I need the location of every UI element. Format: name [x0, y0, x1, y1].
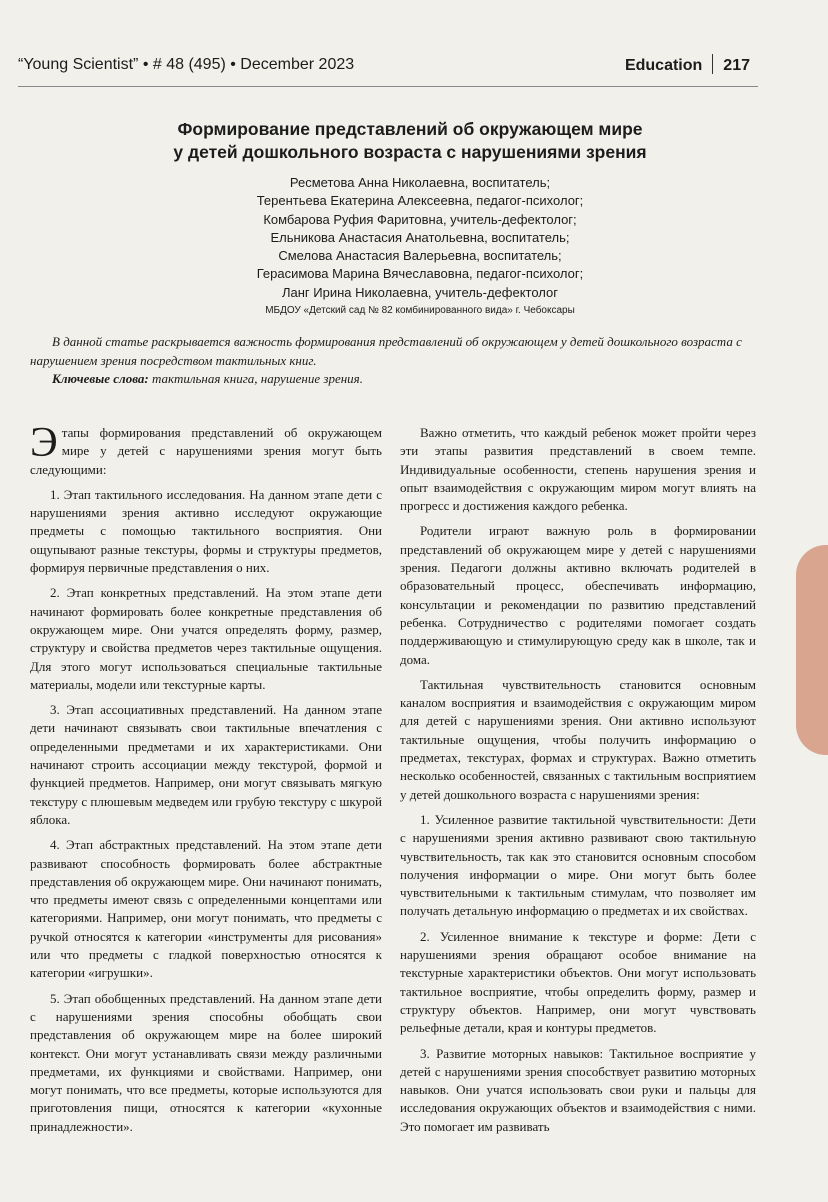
author-line: Ельникова Анастасия Анатольевна, воспитатель;: [270, 229, 570, 245]
paragraph: 4. Этап абстрактных представлений. На этом этапе дети развивают способность формировать более абстрактные представления об окружающем мире. Они начинают понимать, что предметы имеют связь с определенными концептами или категориями. Например, они могут понимать, что предметы с ручкой относятся к категории «инструменты для рисования» или что предметы с гладкой поверхностью относятся к категории «игрушки».: [30, 837, 382, 981]
author-line: Ланг Ирина Николаевна, учитель-дефектолог: [281, 284, 559, 300]
paragraph: Родители играют важную роль в формировании представлений об окружающем мире у детей с нарушениями зрения. Педагоги должны активно включать родителей в образовательный процесс, обеспечивать информацию, консультации и рекомендации по развитию представлений ребенка. Сотрудничество с родителями помогает создать поддерживающую и стимулирующую среду как в школе, так и дома.: [400, 523, 756, 667]
keywords-label: Ключевые слова:: [52, 371, 149, 386]
paragraph: [30, 420, 382, 479]
paragraph: Важно отметить, что каждый ребенок может пройти через эти этапы развития представлений в своем темпе. Индивидуальные особенности, степень нарушения зрения и опыт взаимодействия с окружающим миром могут влиять на прогресс и достижения каждого ребенка.: [400, 425, 756, 514]
organization: МБДОУ «Детский сад № 82 комбинированного вида» г. Чебоксары: [265, 305, 575, 317]
author-line: Комбарова Руфия Фаритовна, учитель-дефектолог;: [263, 211, 577, 227]
left-column: [30, 420, 382, 1143]
title-line-2: у детей дошкольного возраста с нарушениями зрения: [173, 142, 647, 162]
author-line: Ресметова Анна Николаевна, воспитатель;: [289, 175, 551, 190]
thumb-photo-edge: [796, 545, 828, 755]
paragraph: 1. Усиленное развитие тактильной чувствительности: Дети с нарушениями зрения активно развивают свою тактильную чувствительность, так как это становится основным способом получения информации о мире. Они могут быть более чувствительными к тактильным стимулам, что позволяет им получать детальную информацию о предметах и их свойствах.: [400, 811, 756, 919]
author-line: Терентьева Екатерина Алексеевна, педагог-психолог;: [256, 193, 584, 209]
keywords: [30, 370, 755, 389]
author-list: [140, 174, 700, 320]
article-title: [60, 118, 760, 164]
drop-cap: Э: [30, 420, 58, 466]
author-line: Смелова Анастасия Валерьевна, воспитатель;: [278, 248, 562, 264]
header-rule: [18, 86, 758, 87]
page-number: 217: [723, 57, 750, 74]
paragraph: 2. Этап конкретных представлений. На этом этапе дети начинают формировать более конкретные представления об окружающем мире. Они учатся определять форму, размер, структуру и свойства предметов через тактильные ощущения. Для этого могут использоваться специальные тактильные материалы, модели или текстурные карты.: [30, 585, 382, 692]
section-name: Education: [624, 57, 703, 74]
paragraph: 3. Этап ассоциативных представлений. На данном этапе дети начинают связывать свои тактильные впечатления с определенными предметами и их характеристиками. Они начинают строить ассоциации между текстурой, формой и функцией предметов. Например, они могут связывать мягкую текстуру с плюшевым медведем или грубую текстуру с шкурой яблока.: [30, 702, 382, 827]
running-header: [18, 52, 750, 80]
paragraph: 5. Этап обобщенных представлений. На данном этапе дети с нарушениями зрения способны обобщать свои представления об окружающем мире на более широкий контекст. Они могут устанавливать связи между различными предметами, их функциями и свойствами. Например, они могут понимать, что все предметы, которые используются для приготовления пищи, относятся к категории «кухонные принадлежности».: [30, 990, 382, 1134]
title-line-1: Формирование представлений об окружающем мире: [177, 119, 643, 139]
paragraph: 3. Развитие моторных навыков: Тактильное восприятие у детей с нарушениями зрения способствует развитию моторных навыков. Они учатся использовать свои руки и пальцы для исследования окружающих объектов и взаимодействия с ними. Это помогает им развивать: [400, 1045, 756, 1134]
right-column: [400, 424, 756, 1143]
keywords-text: тактильная книга, нарушение зрения.: [152, 371, 363, 386]
header-separator: [712, 54, 713, 74]
paragraph: Тактильная чувствительность становится основным каналом восприятия и взаимодействия с окружающим миром для детей с нарушениями зрения. Они активно используют тактильные ощущения, чтобы получить информацию о предметах, текстурах, формах и структурах. Важно отметить несколько особенностей, связанных с тактильным восприятием у детей дошкольного возраста с нарушениями зрения:: [400, 676, 756, 802]
paragraph: 2. Усиленное внимание к текстуре и форме: Дети с нарушениями зрения обращают особое внимание на текстурные характеристики объектов. Они могут использовать тактильное восприятие, чтобы определить форму, размер и структуру объектов. Например, они могут чувствовать рельефные детали, края и контуры предметов.: [400, 928, 756, 1036]
journal-info: “Young Scientist” • # 48 (495) • December 2023: [18, 56, 355, 73]
author-line: Герасимова Марина Вячеславовна, педагог-психолог;: [256, 266, 584, 282]
paragraph-text: тапы формирования представлений об окружающем мире у детей с нарушениями зрения могут быть следующими:: [30, 425, 382, 477]
paragraph: 1. Этап тактильного исследования. На данном этапе дети с нарушениями зрения активно исследуют окружающие предметы с помощью тактильного восприятия. Они ощупывают разные текстуры, формы и структуры предметов, формируя первичные представления о них.: [30, 486, 382, 576]
abstract: В данной статье раскрывается важность формирования представлений об окружающем у детей дошкольного возраста с нарушением зрения посредством тактильных книг.: [30, 334, 742, 368]
section-and-page: [625, 54, 750, 75]
